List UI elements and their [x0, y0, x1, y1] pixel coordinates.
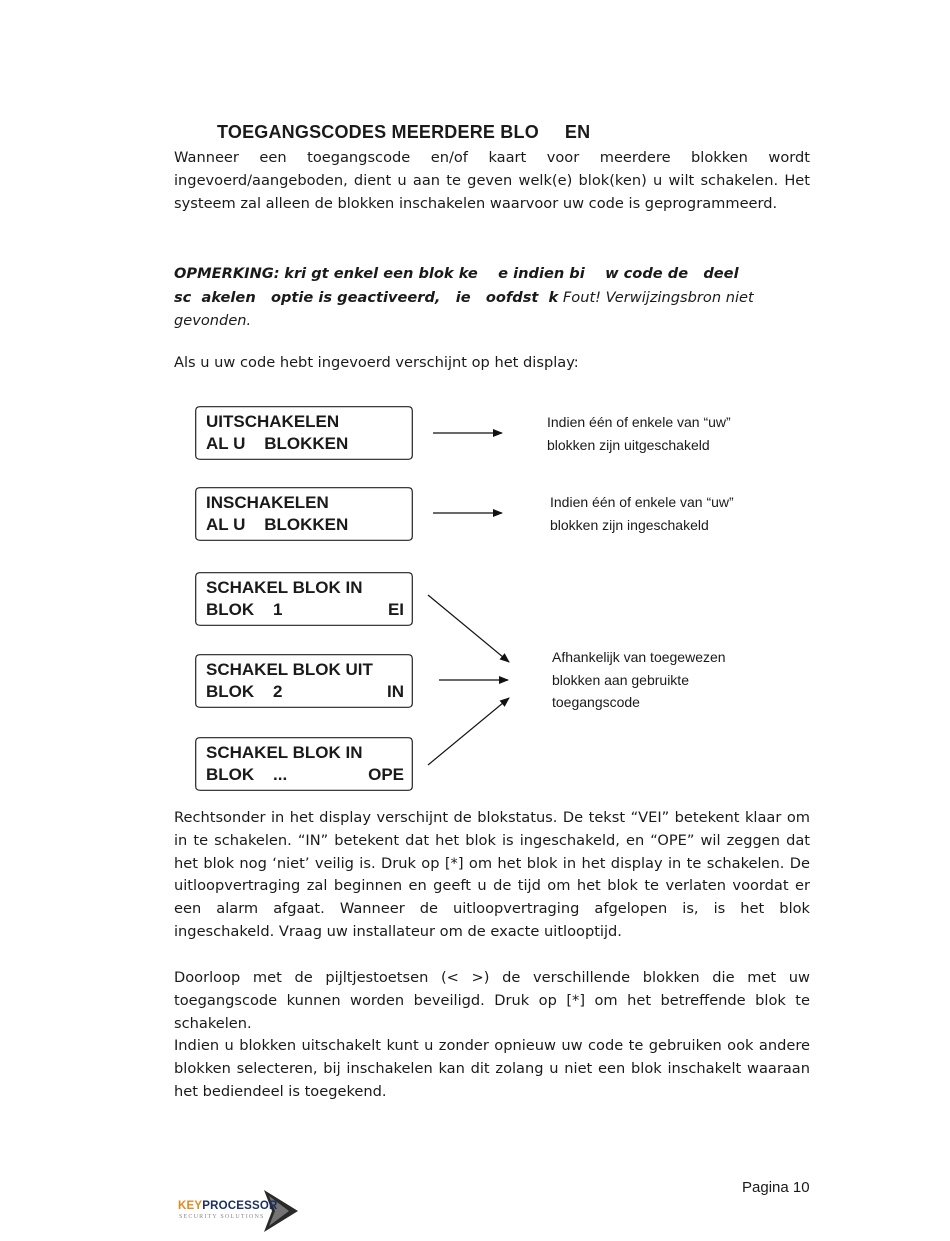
keyprocessor-logo [176, 1188, 306, 1234]
note-line: blokken zijn uitgeschakeld [547, 436, 710, 453]
page-title: TOEGANGSCODES MEERDERE BLO EN [217, 122, 591, 142]
display-line-2-left: AL U BLOKKEN [206, 434, 349, 453]
display-intro: Als u uw code hebt ingevoerd verschijnt op het display: [174, 354, 579, 371]
display-status: IN [387, 682, 404, 701]
note-ingeschakeld [550, 491, 734, 536]
remark-line1: kri gt enkel een blok ke e indien bi w code de deel [284, 265, 739, 282]
page-number: Pagina 10 [742, 1179, 810, 1196]
logo-tagline: SECURITY SOLUTIONS [179, 1214, 265, 1220]
note-uitgeschakeld [547, 411, 731, 456]
note-line: Afhankelijk van toegewezen [552, 649, 726, 665]
note-line: blokken aan gebruikte [552, 671, 689, 688]
remark-reference: Fout! Verwijzingsbron niet gevonden. [174, 288, 754, 329]
remark-label: OPMERKING: [174, 265, 280, 282]
display-line-1: SCHAKEL BLOK IN [206, 743, 363, 762]
display-line-2-left: BLOK 2 [206, 682, 283, 701]
remark-line2: sc akelen optie is geactiveerd, ie oofdst k [174, 288, 559, 306]
disarm-paragraph: Indien u blokken uitschakelt kunt u zonder opnieuw uw code te gebruiken ook andere blokken selecteren, bij inschakelen kan dit zolang u niet een blok inschakelt waaraan het bediendeel is toegekend. [174, 1037, 810, 1100]
note-line: blokken zijn ingeschakeld [550, 516, 709, 533]
display-line-2-left: BLOK 1 [206, 600, 283, 619]
display-line-2-left: AL U BLOKKEN [206, 515, 349, 534]
status-paragraph: Rechtsonder in het display verschijnt de blokstatus. De tekst “VEI” betekent klaar om in te schakelen. “IN” betekent dat het blok is ingeschakeld, en “OPE” wil zeggen dat het blok nog ‘niet’ veilig is. Druk op [*] om het blok in het display in te schakelen. De uitloopvertraging zal beginnen en geeft u de tijd om het blok te verlaten voordat er een alarm afgaat. Wanneer de uitloopvertraging afgelopen is, is het blok ingeschakeld. Vraag uw installateur om de exacte uitlooptijd. [174, 809, 810, 940]
logo-wordmark [178, 1200, 278, 1212]
note-line: toegangscode [552, 694, 640, 710]
display-line-1: SCHAKEL BLOK UIT [206, 660, 373, 679]
scroll-paragraph: Doorloop met de pijltjestoetsen (< >) de verschillende blokken die met uw toegangscode kunnen worden beveiligd. Druk op [*] om het betreffende blok te schakelen. [174, 969, 810, 1032]
intro-paragraph: Wanneer een toegangscode en/of kaart voor meerdere blokken wordt ingevoerd/aangeboden, dient u aan te geven welk(e) blok(ken) u wilt schakelen. Het systeem zal alleen de blokken inschakelen waarvoor uw code is geprogrammeerd. [174, 149, 810, 212]
display-line-1: SCHAKEL BLOK IN [206, 578, 363, 597]
note-line: Indien één of enkele van “uw” [550, 494, 734, 510]
display-status: OPE [368, 765, 404, 784]
logo-key: KEY [178, 1200, 203, 1212]
display-line-1: INSCHAKELEN [206, 493, 329, 512]
logo-processor: PROCESSOR [202, 1200, 278, 1212]
arrow-diagonal-down-icon [428, 595, 509, 662]
display-line-1: UITSCHAKELEN [206, 412, 340, 431]
display-status: EI [387, 600, 404, 619]
note-afhankelijk [552, 646, 726, 714]
display-line-2-left: BLOK ... [206, 765, 288, 784]
arrow-diagonal-up-icon [428, 698, 509, 765]
note-line: Indien één of enkele van “uw” [547, 414, 731, 430]
